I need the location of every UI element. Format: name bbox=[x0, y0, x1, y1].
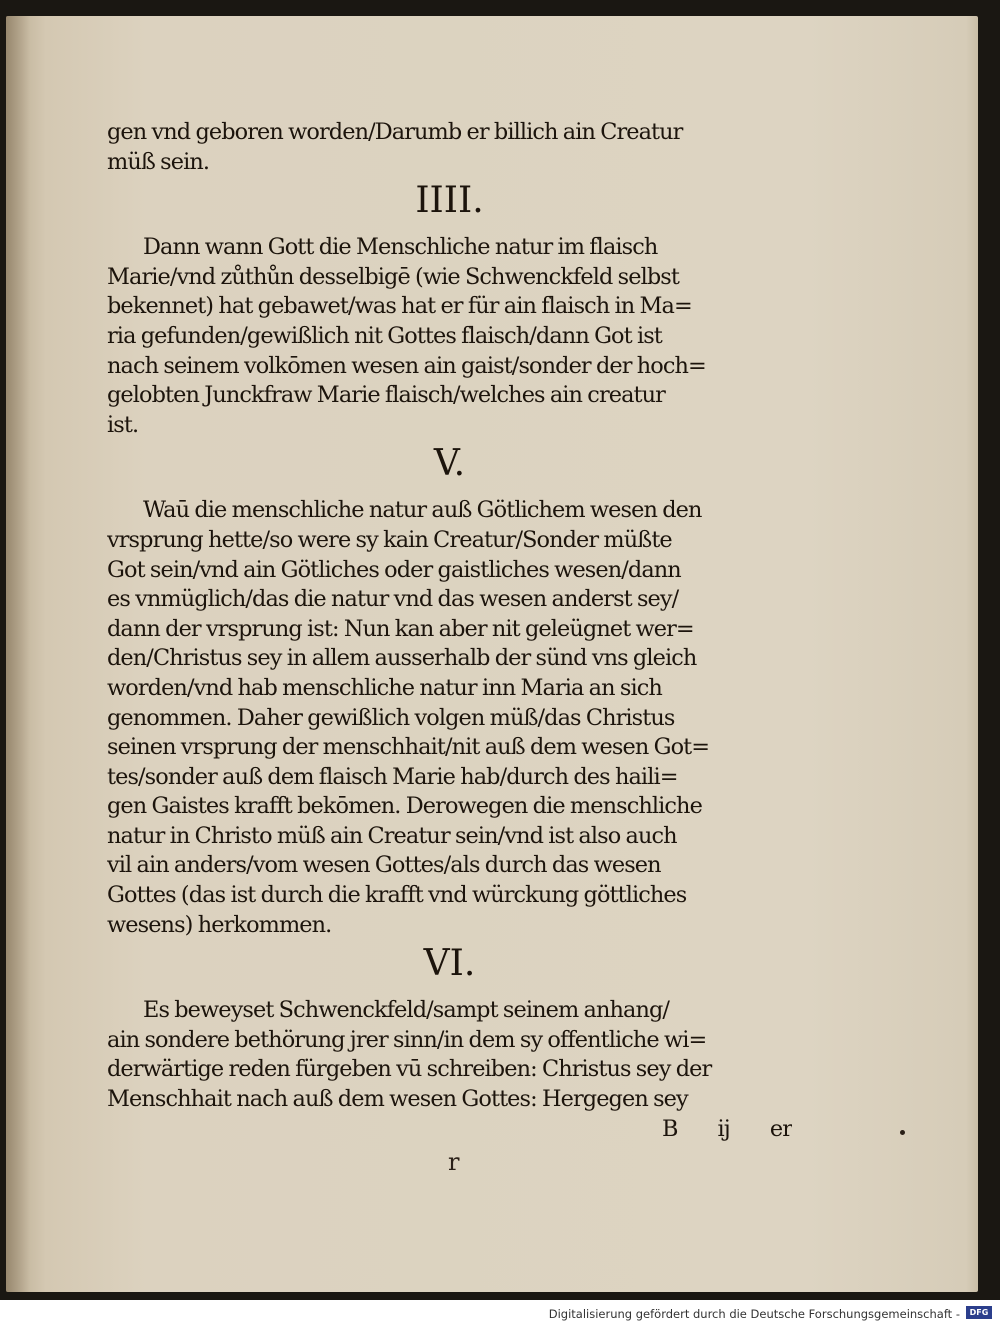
text-line: bekennet) hat gebawet/was hat er für ain flaisch in Ma= bbox=[107, 293, 692, 320]
text-line: tes/sonder auß dem flaisch Marie hab/durch des haili= bbox=[107, 763, 678, 790]
text-line: Dann wann Gott die Menschliche natur im flaisch bbox=[143, 234, 658, 261]
text-line: ain sondere bethörung jrer sinn/in dem sy offentliche wi= bbox=[107, 1026, 707, 1053]
text-line: Waū die menschliche natur auß Götlichem wesen den bbox=[143, 497, 702, 524]
text-line: es vnmüglich/das die natur vnd das wesen anderst sey/ bbox=[107, 586, 679, 613]
text-line: nach seinem volkōmen wesen ain gaist/sonder der hoch= bbox=[107, 352, 706, 379]
text-line: müß sein. bbox=[107, 148, 210, 175]
text-line: natur in Christo müß ain Creatur sein/vnd ist also auch bbox=[107, 822, 677, 849]
text-line: ist. bbox=[107, 411, 139, 438]
signature-line bbox=[107, 1115, 792, 1145]
catchword: er bbox=[769, 1115, 792, 1142]
text-line: vil ain anders/vom wesen Gottes/als durch das wesen bbox=[107, 852, 661, 879]
text-line: ria gefunden/gewißlich nit Gottes flaisch/dann Got ist bbox=[107, 322, 662, 349]
signature-number: ij bbox=[717, 1115, 730, 1142]
text-line: gen vnd geboren worden/Darumb er billich ain Creatur bbox=[107, 119, 683, 145]
section-numeral-6: VI. bbox=[423, 943, 476, 985]
text-line: Es beweyset Schwenckfeld/sampt seinem anhang/ bbox=[143, 997, 670, 1024]
text-line: Got sein/vnd ain Götliches oder gaistliches wesen/dann bbox=[107, 556, 681, 583]
text-line: wesens) herkommen. bbox=[107, 911, 332, 938]
text-line: worden/vnd hab menschliche natur inn Maria an sich bbox=[107, 674, 662, 701]
dfg-logo-icon: DFG bbox=[966, 1306, 992, 1319]
ink-speck bbox=[900, 1130, 905, 1135]
section-numeral-4: IIII. bbox=[415, 180, 484, 222]
gutter-shadow bbox=[6, 16, 30, 1292]
text-line: Menschhait nach auß dem wesen Gottes: Hergegen sey bbox=[107, 1086, 688, 1113]
text-line: seinen vrsprung der menschhait/nit auß dem wesen Got= bbox=[107, 734, 710, 761]
signature-mark: B bbox=[661, 1115, 678, 1142]
page-text bbox=[107, 118, 792, 1144]
bottom-mark: r bbox=[448, 1148, 460, 1176]
digitization-footer bbox=[0, 1300, 1000, 1325]
text-line: gelobten Junckfraw Marie flaisch/welches ain creatur bbox=[107, 382, 665, 409]
text-line: Gottes (das ist durch die krafft vnd würckung göttliches bbox=[107, 882, 687, 909]
text-line: dann der vrsprung ist: Nun kan aber nit geleügnet wer= bbox=[107, 615, 694, 642]
text-line: derwärtige reden fürgeben vū schreiben: Christus sey der bbox=[107, 1056, 712, 1083]
text-line: gen Gaistes krafft bekōmen. Derowegen die menschliche bbox=[107, 793, 702, 820]
text-line: genommen. Daher gewißlich volgen müß/das Christus bbox=[107, 704, 675, 731]
text-line: vrsprung hette/so were sy kain Creatur/Sonder müßte bbox=[107, 526, 672, 553]
section-numeral-5: V. bbox=[433, 443, 466, 485]
footer-credit: Digitalisierung gefördert durch die Deutsche Forschungsgemeinschaft - bbox=[548, 1307, 960, 1321]
text-line: den/Christus sey in allem ausserhalb der sünd vns gleich bbox=[107, 645, 697, 672]
text-line: Marie/vnd zůthůn desselbigē (wie Schwenckfeld selbst bbox=[107, 263, 679, 290]
